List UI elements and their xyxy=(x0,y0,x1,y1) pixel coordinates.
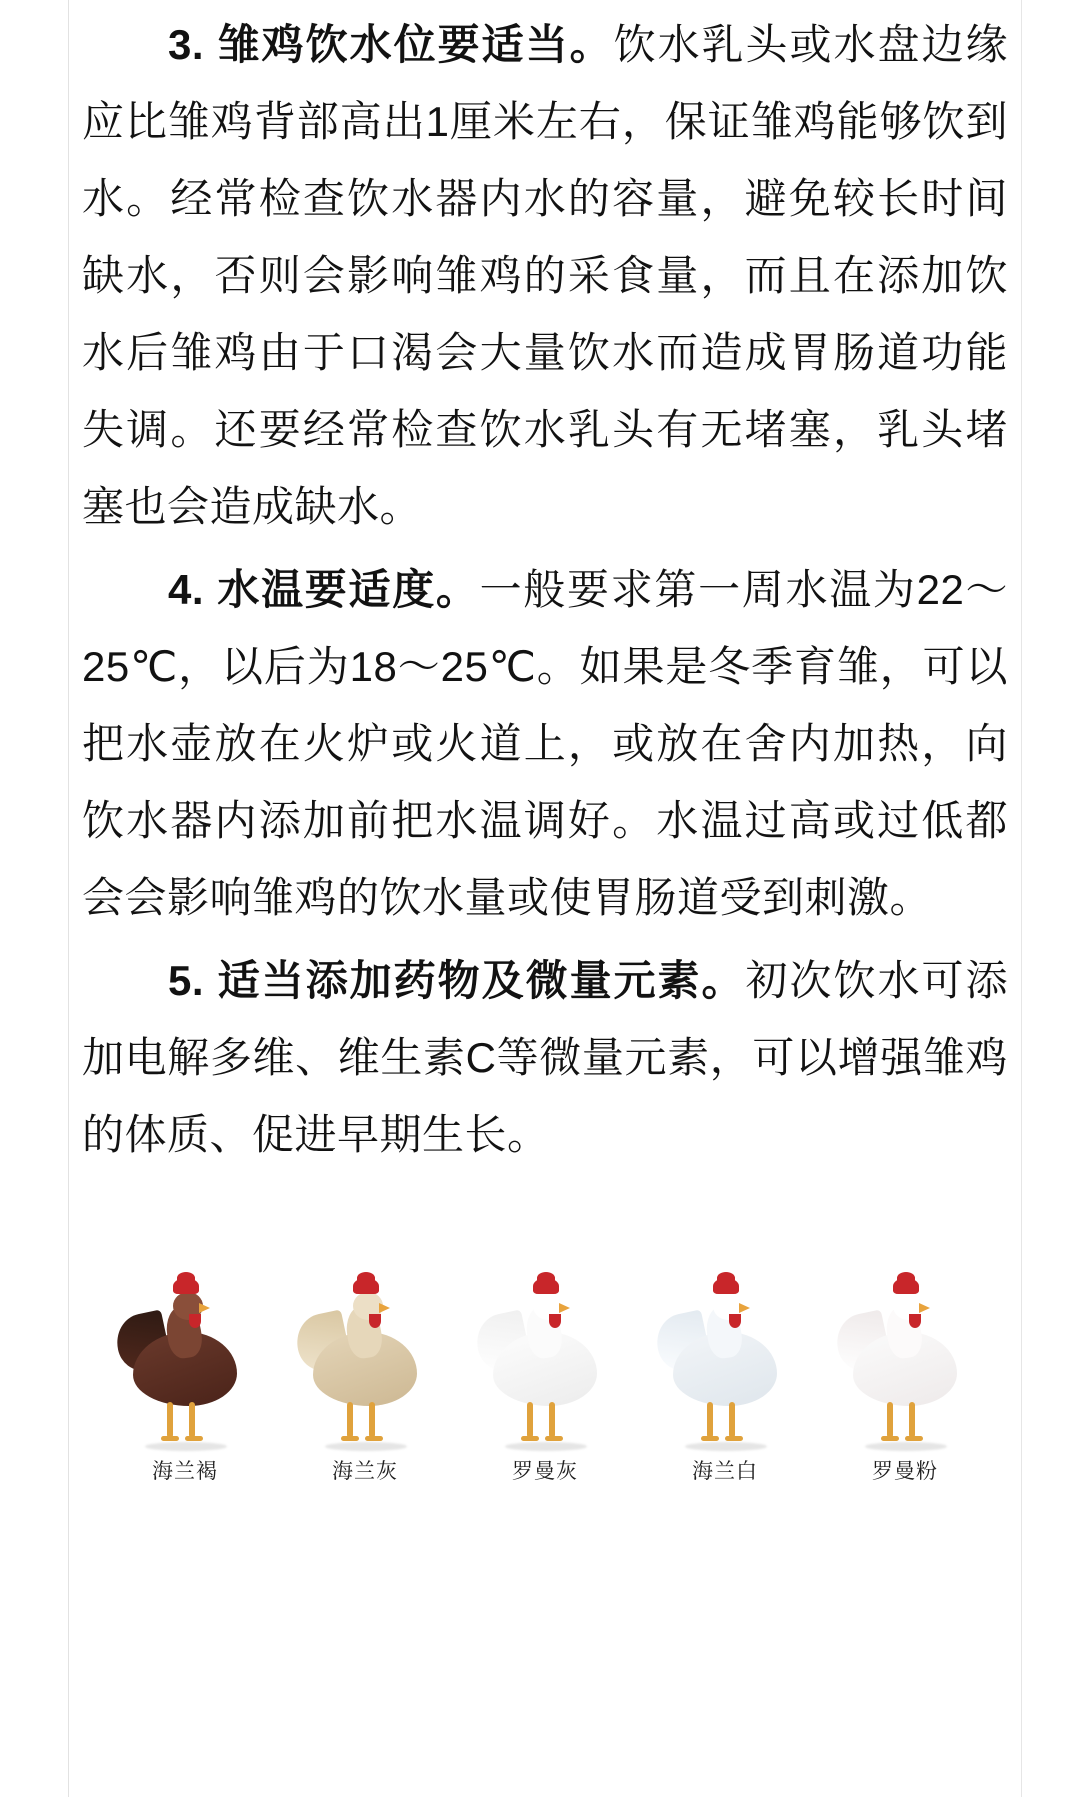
chicken-beak-icon xyxy=(379,1303,390,1313)
paragraph-4-text: 一般要求第一周水温为22～25℃，以后为18～25℃。如果是冬季育雏，可以把水壶放在火炉或火道上，或放在舍内加热，向饮水器内添加前把水温调好。水温过高或过低都会会影响雏鸡的饮水量或使胃肠道受到刺激。 xyxy=(82,566,1009,921)
chicken-leg xyxy=(909,1402,915,1438)
paragraph-3-number: 3. xyxy=(168,21,205,68)
paragraph-5 xyxy=(82,942,1008,1173)
chicken-foot xyxy=(881,1436,899,1441)
chicken-shadow xyxy=(145,1442,227,1451)
chicken-comb-icon xyxy=(713,1278,739,1294)
chicken-leg xyxy=(729,1402,735,1438)
breed-item xyxy=(830,1270,980,1485)
chicken-foot xyxy=(341,1436,359,1441)
chicken-foot xyxy=(545,1436,563,1441)
chicken-leg xyxy=(167,1402,173,1438)
chicken-foot xyxy=(521,1436,539,1441)
chicken-icon xyxy=(475,1270,615,1449)
chicken-foot xyxy=(725,1436,743,1441)
chicken-foot xyxy=(161,1436,179,1441)
chicken-shadow xyxy=(685,1442,767,1451)
paragraph-3 xyxy=(82,0,1008,545)
chicken-foot xyxy=(365,1436,383,1441)
breed-item xyxy=(470,1270,620,1485)
chicken-beak-icon xyxy=(919,1303,930,1313)
breed-caption: 海兰白 xyxy=(692,1460,758,1483)
chicken-shadow xyxy=(865,1442,947,1451)
chicken-leg xyxy=(707,1402,713,1438)
chicken-beak-icon xyxy=(559,1303,570,1313)
chicken-icon xyxy=(655,1270,795,1449)
chicken-leg xyxy=(887,1402,893,1438)
chicken-icon xyxy=(835,1270,975,1449)
breed-caption: 海兰褐 xyxy=(152,1460,218,1483)
chicken-shadow xyxy=(325,1442,407,1451)
chicken-leg xyxy=(549,1402,555,1438)
paragraph-5-lead: 适当添加药物及微量元素。 xyxy=(217,957,746,1004)
chicken-icon xyxy=(115,1270,255,1449)
breed-caption: 海兰灰 xyxy=(332,1460,398,1483)
chicken-wattle-icon xyxy=(369,1314,381,1328)
chicken-leg xyxy=(347,1402,353,1438)
paragraph-4 xyxy=(82,551,1008,936)
chicken-leg xyxy=(527,1402,533,1438)
chicken-wattle-icon xyxy=(729,1314,741,1328)
breed-caption: 罗曼粉 xyxy=(872,1460,938,1483)
chicken-comb-icon xyxy=(533,1278,559,1294)
chicken-foot xyxy=(185,1436,203,1441)
chicken-beak-icon xyxy=(739,1303,750,1313)
chicken-foot xyxy=(905,1436,923,1441)
chicken-leg xyxy=(369,1402,375,1438)
chicken-shadow xyxy=(505,1442,587,1451)
chicken-foot xyxy=(701,1436,719,1441)
paragraph-4-number: 4. xyxy=(168,566,205,613)
chicken-wattle-icon xyxy=(189,1314,201,1328)
chicken-wattle-icon xyxy=(549,1314,561,1328)
paragraph-3-lead: 雏鸡饮水位要适当。 xyxy=(217,21,614,68)
chicken-comb-icon xyxy=(893,1278,919,1294)
chicken-beak-icon xyxy=(199,1303,210,1313)
chicken-comb-icon xyxy=(353,1278,379,1294)
chicken-breeds-figure xyxy=(82,1255,1008,1555)
chicken-wattle-icon xyxy=(909,1314,921,1328)
paragraph-5-text: 初次饮水可添加电解多维、维生素C等微量元素，可以增强雏鸡的体质、促进早期生长。 xyxy=(82,957,1008,1158)
breed-item xyxy=(290,1270,440,1485)
breed-item xyxy=(110,1270,260,1485)
chicken-comb-icon xyxy=(173,1278,199,1294)
paragraph-4-lead: 水温要适度。 xyxy=(217,566,480,613)
chicken-breeds-row xyxy=(82,1255,1008,1485)
chicken-icon xyxy=(295,1270,435,1449)
paragraph-3-text: 饮水乳头或水盘边缘应比雏鸡背部高出1厘米左右，保证雏鸡能够饮到水。经常检查饮水器内水的容量，避免较长时间缺水，否则会影响雏鸡的采食量，而且在添加饮水后雏鸡由于口渴会大量饮水而造成胃肠道功能失调。还要经常检查饮水乳头有无堵塞，乳头堵塞也会造成缺水。 xyxy=(82,21,1008,530)
paragraph-5-number: 5. xyxy=(168,957,205,1004)
breed-caption: 罗曼灰 xyxy=(512,1460,578,1483)
breed-item xyxy=(650,1270,800,1485)
chicken-leg xyxy=(189,1402,195,1438)
